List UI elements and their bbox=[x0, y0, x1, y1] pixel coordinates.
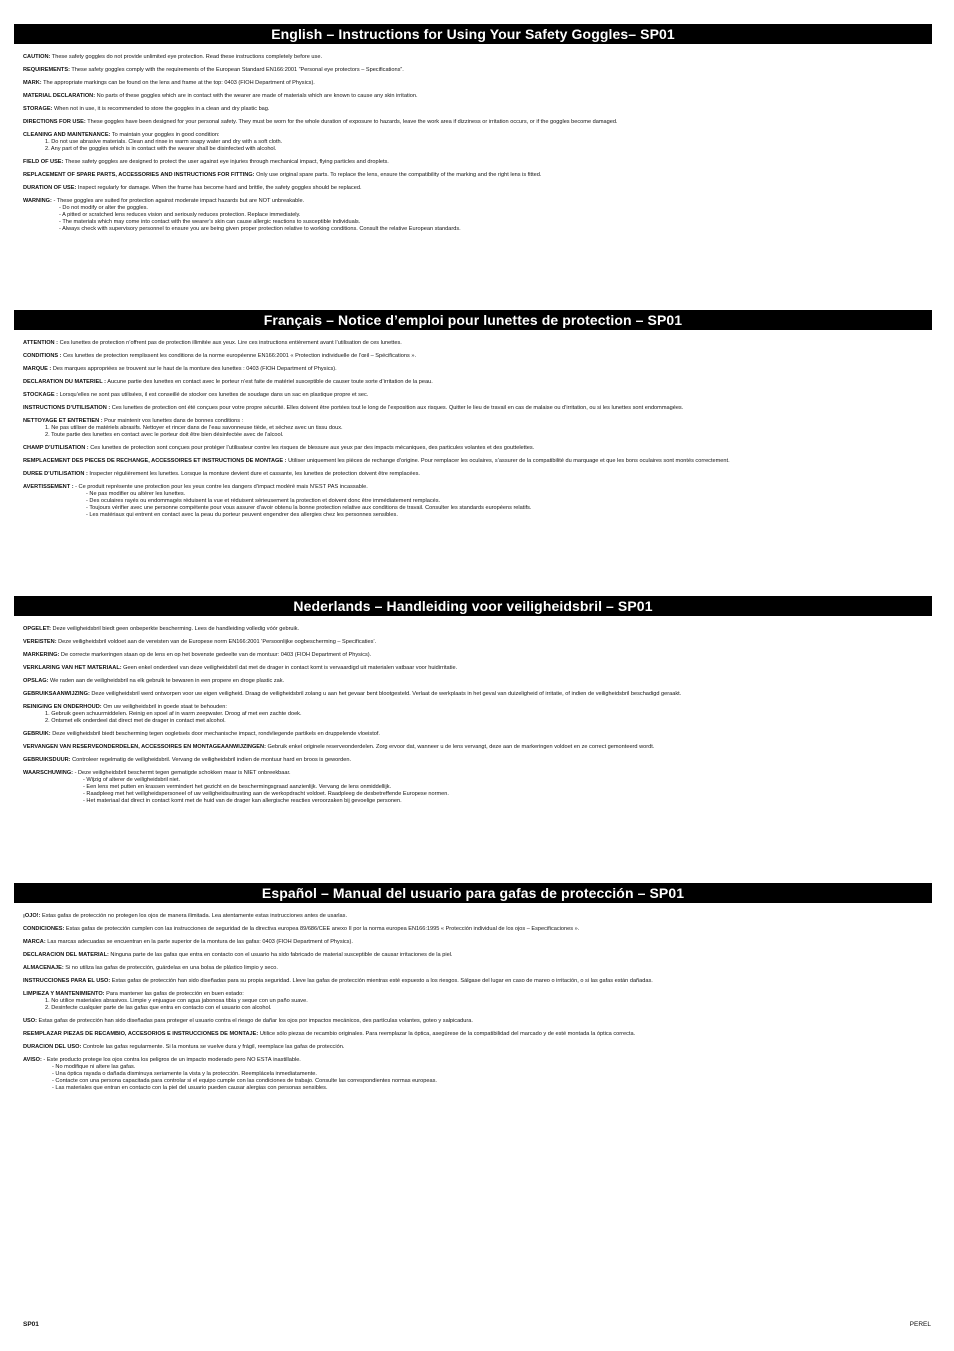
paragraph bbox=[23, 185, 932, 192]
paragraph bbox=[23, 678, 932, 685]
paragraph-text: Estas gafas de protección cumplen con las instrucciones de seguridad de la directiva europea 89/686/CEE anexo II por la norma europea EN166:1995 « Protección individual de los ojos – Especificaciones ». bbox=[64, 926, 580, 932]
paragraph-text: Lorsqu’elles ne sont pas utilisées, il est conseillé de stocker ces lunettes de soudage dans un sac en plastique propre et sec. bbox=[58, 392, 369, 398]
paragraph-label: WARNING: bbox=[23, 198, 52, 204]
paragraph-text: These goggles have been designed for your personal safety. They must be worn for the whole duration of exposure to hazards, leave the work area if dizziness or irritation occurs, or if the goggles become damaged. bbox=[85, 119, 618, 125]
paragraph bbox=[23, 198, 932, 205]
paragraph-text: Controle las gafas regularmente. Si la montura se vuelve dura y frágil, reemplace las gafas de protección. bbox=[81, 1044, 345, 1050]
warning-item: - Una óptica rayada o dañada disminuya seriamente la vista y la protección. Reemplácela inmediatamente. bbox=[52, 1071, 317, 1077]
section-body bbox=[14, 44, 932, 233]
paragraph-label: GEBRUIK: bbox=[23, 731, 51, 737]
paragraph bbox=[23, 93, 932, 100]
section-dutch bbox=[14, 596, 932, 805]
warning-item: - Raadpleeg met het veiligheidspersoneel of uw veiligheidsuitrusting aan de werkopdracht voldoet. Raadpleeg de desbetreffende Europese normen. bbox=[83, 791, 449, 797]
paragraph bbox=[23, 353, 932, 360]
list-item: 1. No utilice materiales abrasivos. Limpie y enjuague con agua jabonosa tibia y seque con un paño suave. bbox=[45, 998, 308, 1004]
section-title: Nederlands – Handleiding voor veiligheidsbril – SP01 bbox=[14, 596, 932, 616]
paragraph-label: DURACIÓN DEL USO: bbox=[23, 1044, 82, 1050]
paragraph-text: Ces lunettes de protection ont été conçues pour votre propre sécurité. Elles doivent être portées tout le long de l’exposition aux risques. Quitter le lieu de travail en cas de malaise ou d’irritation, ou si les lunettes sont endommagées. bbox=[110, 405, 684, 411]
paragraph-text: - These goggles are suited for protection against moderate impact hazards but are NOT unbreakable. bbox=[51, 198, 305, 204]
paragraph-label: DURATION OF USE: bbox=[23, 185, 77, 191]
section-spanish bbox=[14, 883, 932, 1092]
section-title: Español – Manual del usuario para gafas de protección – SP01 bbox=[14, 883, 932, 903]
section-body bbox=[14, 330, 932, 519]
paragraph-text: Las marcas adecuadas se encuentran en la parte superior de la montura de las gafas: 0403 (FIOH Department of Physics). bbox=[45, 939, 353, 945]
paragraph bbox=[23, 67, 932, 74]
section-title: English – Instructions for Using Your Safety Goggles– SP01 bbox=[14, 24, 932, 44]
paragraph-text: Gebruik enkel originele reserveonderdelen. Zorg ervoor dat, wanneer u de lens vervangt, deze aan de markeringen voldoet en ze correct gemonteerd wordt. bbox=[265, 744, 655, 750]
paragraph-text: Ces lunettes de protection n’offrent pas de protection illimitée aux yeux. Lire ces instructions entièrement avant l’utilisation de ces lunettes. bbox=[58, 340, 402, 346]
paragraph-text: Pour maintenir vos lunettes dans de bonnes conditions : bbox=[102, 418, 244, 424]
paragraph bbox=[23, 458, 932, 465]
numbered-list bbox=[23, 711, 932, 725]
section-body bbox=[14, 616, 932, 805]
paragraph-label: REMPLACEMENT DES PIÈCES DE RECHANGE, ACCESSOIRES ET INSTRUCTIONS DE MONTAGE : bbox=[23, 458, 287, 464]
paragraph-text: Controleer regelmatig de veiligheidsbril. Vervang de veiligheidsbril indien de montuur hard en broos is geworden. bbox=[70, 757, 352, 763]
paragraph-label: REPLACEMENT OF SPARE PARTS, ACCESSORIES AND INSTRUCTIONS FOR FITTING: bbox=[23, 172, 255, 178]
paragraph bbox=[23, 366, 932, 373]
footer-model: SP01 bbox=[23, 1321, 39, 1328]
footer-brand: PEREL bbox=[909, 1321, 931, 1328]
warning-item: - A pitted or scratched lens reduces vision and seriously reduces protection. Replace immediately. bbox=[59, 212, 301, 218]
section-french bbox=[14, 310, 932, 519]
paragraph-text: Inspecter régulièrement les lunettes. Lorsque la monture devient dure et cassante, les lunettes de protection doivent être remplacées. bbox=[87, 471, 420, 477]
paragraph bbox=[23, 445, 932, 452]
list-item: 2. Toute partie des lunettes en contact avec le porteur doit être bien désinfectée avec de l’alcool. bbox=[45, 432, 284, 438]
list-item: 2. Ontsmet elk onderdeel dat direct met de drager in contact met alcohol. bbox=[45, 718, 226, 724]
paragraph-text: Estas gafas de protección no protegen los ojos de manera ilimitada. Lea atentamente estas instrucciones antes de usarlas. bbox=[40, 913, 347, 919]
paragraph-label: ALMACENAJE: bbox=[23, 965, 64, 971]
paragraph bbox=[23, 991, 932, 998]
paragraph-text: - Este producto protege los ojos contra los peligros de un impacto moderado pero NO ESTÁ inastillable. bbox=[41, 1057, 301, 1063]
paragraph-label: GEBRUIKSDUUR: bbox=[23, 757, 71, 763]
paragraph bbox=[23, 54, 932, 61]
paragraph-label: MARK: bbox=[23, 80, 42, 86]
paragraph-label: REINIGING EN ONDERHOUD: bbox=[23, 704, 102, 710]
paragraph-text: Utilice sólo piezas de recambio originales. Para reemplazar la óptica, asegúrese de la compatibilidad del marcado y de esté montada la óptica correcta. bbox=[258, 1031, 636, 1037]
paragraph-label: ¡OJO!: bbox=[23, 913, 41, 919]
paragraph bbox=[23, 1057, 932, 1064]
paragraph-label: DECLARACIÓN DEL MATERIAL: bbox=[23, 952, 109, 958]
paragraph-text: Deze veiligheidsbril biedt bescherming tegen oogletsels door mechanische impact, rondvliegende partikels en druppelende vloeistof. bbox=[50, 731, 380, 737]
paragraph-text: Inspect regularly for damage. When the frame has become hard and brittle, the safety goggles should be replaced. bbox=[76, 185, 362, 191]
paragraph bbox=[23, 172, 932, 179]
paragraph-label: OPSLAG: bbox=[23, 678, 49, 684]
paragraph-text: To maintain your goggles in good condition: bbox=[110, 132, 220, 138]
section-title: Français – Notice d’emploi pour lunettes de protection – SP01 bbox=[14, 310, 932, 330]
paragraph bbox=[23, 80, 932, 87]
paragraph bbox=[23, 952, 932, 959]
warning-item: - The materials which may come into contact with the wearer’s skin can cause allergic reactions to susceptible individuals. bbox=[59, 219, 361, 225]
paragraph bbox=[23, 913, 932, 920]
paragraph-text: These safety goggles are designed to protect the user against eye injuries through mechanical impact, flying particles and droplets. bbox=[63, 159, 389, 165]
paragraph-label: AVERTISSEMENT : bbox=[23, 484, 74, 490]
paragraph-label: USO: bbox=[23, 1018, 37, 1024]
paragraph-label: GEBRUIKSAANWIJZING: bbox=[23, 691, 90, 697]
paragraph-text: Only use original spare parts. To replace the lens, ensure the compatibility of the marking and the right lens is fitted. bbox=[254, 172, 542, 178]
paragraph-text: These safety goggles do not provide unlimited eye protection. Read these instructions completely before use. bbox=[50, 54, 323, 60]
paragraph-text: Ces lunettes de protection remplissent les conditions de la norme européenne EN166:2001 « Protection individuelle de l’œil – Spécifications ». bbox=[61, 353, 417, 359]
paragraph bbox=[23, 626, 932, 633]
paragraph-label: MARCA: bbox=[23, 939, 46, 945]
paragraph bbox=[23, 405, 932, 412]
warning-item: - Wijzig of alterer de veiligheidsbril niet. bbox=[83, 777, 180, 783]
paragraph-label: MARKERING: bbox=[23, 652, 60, 658]
paragraph-text: Estas gafas de protección han sido diseñadas para su propia seguridad. Lleve las gafas de protección mientras esté expuesto a los riesgos. Sálgase del lugar en caso de mareo o irritación, o si las gafas están dañadas. bbox=[110, 978, 653, 984]
paragraph bbox=[23, 379, 932, 386]
paragraph-label: CHAMP D’UTILISATION : bbox=[23, 445, 89, 451]
paragraph-text: Deze veiligheidsbril voldoet aan de vereisten van de Europese norm EN166:2001 ‘Persoonlijke oogbescherming – Specificaties’. bbox=[56, 639, 377, 645]
numbered-list bbox=[23, 139, 932, 153]
paragraph-label: FIELD OF USE: bbox=[23, 159, 64, 165]
paragraph bbox=[23, 106, 932, 113]
paragraph-text: Estas gafas de protección han sido diseñadas para proteger el usuario contra el riesgo de dañar los ojos por impactos mecánicos, des partículas volantes, goteo y salpicadura. bbox=[36, 1018, 473, 1024]
warning-item: - Des oculaires rayés ou endommagés réduisent la vue et réduisent sérieusement la protection et doivent donc être immédiatement remplacés. bbox=[86, 498, 441, 504]
paragraph bbox=[23, 1018, 932, 1025]
warning-list bbox=[23, 1064, 932, 1092]
paragraph-text: - Deze veiligheidsbril beschermt tegen gematigde schokken maar is NIET onbreekbaar. bbox=[73, 770, 291, 776]
paragraph bbox=[23, 119, 932, 126]
paragraph-text: The appropriate markings can be found on the lens and frame at the top: 0403 (FIOH Department of Physics). bbox=[41, 80, 315, 86]
paragraph-text: Ces lunettes de protection sont conçues pour protéger l’utilisateur contre les risques de blessure aux yeux par des impacts mécaniques, des particules volantes et des gouttelettes. bbox=[88, 445, 535, 451]
paragraph-label: CLEANING AND MAINTENANCE: bbox=[23, 132, 111, 138]
paragraph-label: ATTENTION : bbox=[23, 340, 59, 346]
paragraph-label: REEMPLAZAR PIEZAS DE RECAMBIO, ACCESORIOS E INSTRUCCIONES DE MONTAJE: bbox=[23, 1031, 259, 1037]
paragraph bbox=[23, 939, 932, 946]
paragraph-label: CONDICIONES: bbox=[23, 926, 65, 932]
warning-list bbox=[23, 491, 932, 519]
paragraph bbox=[23, 757, 932, 764]
paragraph-text: Des marques appropriées se trouvent sur le haut de la monture des lunettes : 0403 (FIOH Department of Physics). bbox=[51, 366, 337, 372]
warning-item: - Toujours vérifier avec une personne compétente pour vous assurer d’avoir obtenu la bonne protection relative aux conditions de travail. Consulter les standards européens relatifs. bbox=[86, 505, 532, 511]
list-item: 1. Do not use abrasive materials. Clean and rinse in warm soapy water and dry with a soft cloth. bbox=[45, 139, 283, 145]
paragraph-label: LIMPIEZA Y MANTENIMIENTO: bbox=[23, 991, 105, 997]
paragraph bbox=[23, 704, 932, 711]
section-body bbox=[14, 903, 932, 1092]
paragraph bbox=[23, 652, 932, 659]
paragraph-text: Si no utiliza las gafas de protección, guárdelas en una bolsa de plástico limpio y seco. bbox=[63, 965, 278, 971]
paragraph-label: VERVANGEN VAN RESERVEONDERDELEN, ACCESSOIRES EN MONTAGEAANWIJZINGEN: bbox=[23, 744, 266, 750]
paragraph bbox=[23, 418, 932, 425]
paragraph bbox=[23, 926, 932, 933]
paragraph-text: Utiliser uniquement les pièces de rechange d’origine. Pour remplacer les oculaires, s’assurer de la compatibilité du marquage et que les bons oculaires sont montés correctement. bbox=[286, 458, 730, 464]
paragraph-text: No parts of these goggles which are in contact with the wearer are made of materials which are known to cause any skin irritation. bbox=[95, 93, 418, 99]
list-item: 2. Any part of the goggles which is in contact with the wearer shall be disinfected with alcohol. bbox=[45, 146, 277, 152]
paragraph-label: CAUTION: bbox=[23, 54, 51, 60]
paragraph bbox=[23, 691, 932, 698]
paragraph-text: De correcte markeringen staan op de lens en op het bovenste gedeelte van de montuur: 0403 (FIOH Department of Physics). bbox=[59, 652, 372, 658]
paragraph-text: Om uw veiligheidsbril in goede staat te behouden: bbox=[101, 704, 227, 710]
warning-item: - Las materiales que entran en contacto con la piel del usuario pueden causar alergias con personas sensibles. bbox=[52, 1085, 328, 1091]
paragraph-label: MATERIAL DECLARATION: bbox=[23, 93, 96, 99]
paragraph-label: WAARSCHUWING: bbox=[23, 770, 74, 776]
paragraph-label: AVISO: bbox=[23, 1057, 42, 1063]
paragraph-label: VEREISTEN: bbox=[23, 639, 57, 645]
paragraph bbox=[23, 159, 932, 166]
paragraph-text: Para mantener las gafas de protección en buen estado: bbox=[104, 991, 244, 997]
paragraph-label: INSTRUCTIONS D’UTILISATION : bbox=[23, 405, 111, 411]
paragraph-label: DURÉE D’UTILISATION : bbox=[23, 471, 88, 477]
paragraph-text: - Ce produit représente une protection pour les yeux contre les dangers d’impact modéré mais N’EST PAS incassable. bbox=[73, 484, 368, 490]
list-item: 1. Gebruik geen schuurmiddelen. Reinig en spoel af in warm zeepwater. Droog af met een zachte doek. bbox=[45, 711, 302, 717]
numbered-list bbox=[23, 998, 932, 1012]
warning-item: - Do not modify or alter the goggles. bbox=[59, 205, 148, 211]
paragraph-label: REQUIREMENTS: bbox=[23, 67, 70, 73]
paragraph bbox=[23, 471, 932, 478]
paragraph-text: When not in use, it is recommended to store the goggles in a clean and dry plastic bag. bbox=[52, 106, 270, 112]
paragraph bbox=[23, 639, 932, 646]
warning-item: - Always check with supervisory personnel to ensure you are being given proper protection relative to working conditions. Consult the relative European standards. bbox=[59, 226, 461, 232]
warning-item: - No modifique ni altere las gafas. bbox=[52, 1064, 136, 1070]
paragraph bbox=[23, 731, 932, 738]
warning-list bbox=[23, 777, 932, 805]
paragraph-label: VERKLARING VAN HET MATERIAAL: bbox=[23, 665, 122, 671]
paragraph-text: Deze veiligheidsbril biedt geen onbeperkte bescherming. Lees de handleiding volledig vóór gebruik. bbox=[50, 626, 300, 632]
paragraph bbox=[23, 978, 932, 985]
paragraph-label: STOCKAGE : bbox=[23, 392, 59, 398]
numbered-list bbox=[23, 425, 932, 439]
paragraph-text: Ninguna parte de las gafas que entra en contacto con el usuario ha sido fabricado de material susceptible de causar irritaciones de la piel. bbox=[108, 952, 453, 958]
paragraph bbox=[23, 770, 932, 777]
paragraph bbox=[23, 1031, 932, 1038]
paragraph-text: Aucune partie des lunettes en contact avec le porteur n’est faite de matériel susceptible de causer toute sorte d’irritation de la peau. bbox=[105, 379, 433, 385]
paragraph bbox=[23, 965, 932, 972]
warning-item: - Een lens met putten en krassen vermindert het gezicht en de beschermingsgraad aanzienlijk. Vervang de lens onmiddellijk. bbox=[83, 784, 392, 790]
paragraph bbox=[23, 132, 932, 139]
paragraph bbox=[23, 484, 932, 491]
list-item: 1. Ne pas utiliser de matériels abrasifs. Nettoyer et rincer dans de l’eau savonneuse tiède, et séchez avec un tissu doux. bbox=[45, 425, 343, 431]
paragraph bbox=[23, 340, 932, 347]
paragraph-label: CONDITIONS : bbox=[23, 353, 62, 359]
paragraph-text: Geen enkel onderdeel van deze veiligheidsbril dat met de drager in contact komt is vervaardigd uit materialen vatbaar voor huidirritatie. bbox=[121, 665, 458, 671]
paragraph-label: INSTRUCCIONES PARA EL USO: bbox=[23, 978, 111, 984]
warning-item: - Ne pas modifier ou altérer les lunettes. bbox=[86, 491, 186, 497]
paragraph bbox=[23, 392, 932, 399]
paragraph-text: These safety goggles comply with the requirements of the European Standard EN166:2001 “Personal eye protectors – Specifications”. bbox=[69, 67, 404, 73]
warning-item: - Contacte con una persona capacitada para controlar si el equipo cumple con las condiciones de trabajo. Consulte las correspondientes normas europeas. bbox=[52, 1078, 437, 1084]
list-item: 2. Desinfecte cualquier parte de las gafas que entra en contacto con el usuario con alcohol. bbox=[45, 1005, 272, 1011]
paragraph-label: DÉCLARATION DU MATÉRIEL : bbox=[23, 379, 106, 385]
warning-item: - Les matériaux qui entrent en contact avec la peau du porteur peuvent engendrer des allergies chez les personnes sensibles. bbox=[86, 512, 398, 518]
paragraph bbox=[23, 665, 932, 672]
paragraph-text: Deze veiligheidsbril werd ontworpen voor uw eigen veiligheid. Draag de veiligheidsbril zolang u aan het gevaar bent blootgesteld. Verlaat de werkplaats in het geval van duizeligheid of irritatie, of indien de veiligheidsbril beschadigd geraakt. bbox=[89, 691, 682, 697]
warning-item: - Het materiaal dat direct in contact komt met de huid van de drager kan allergische reacties veroorzaken bij gevoelige personen. bbox=[83, 798, 402, 804]
paragraph bbox=[23, 1044, 932, 1051]
paragraph-label: OPGELET: bbox=[23, 626, 51, 632]
warning-list bbox=[23, 205, 932, 233]
section-english bbox=[14, 24, 932, 233]
paragraph-text: We raden aan de veiligheidsbril na elk gebruik te bewaren in een propere en droge plastic zak. bbox=[48, 678, 285, 684]
paragraph-label: STORAGE: bbox=[23, 106, 53, 112]
paragraph-label: MARQUE : bbox=[23, 366, 52, 372]
paragraph bbox=[23, 744, 932, 751]
paragraph-label: DIRECTIONS FOR USE: bbox=[23, 119, 86, 125]
paragraph-label: NETTOYAGE ET ENTRETIEN : bbox=[23, 418, 103, 424]
